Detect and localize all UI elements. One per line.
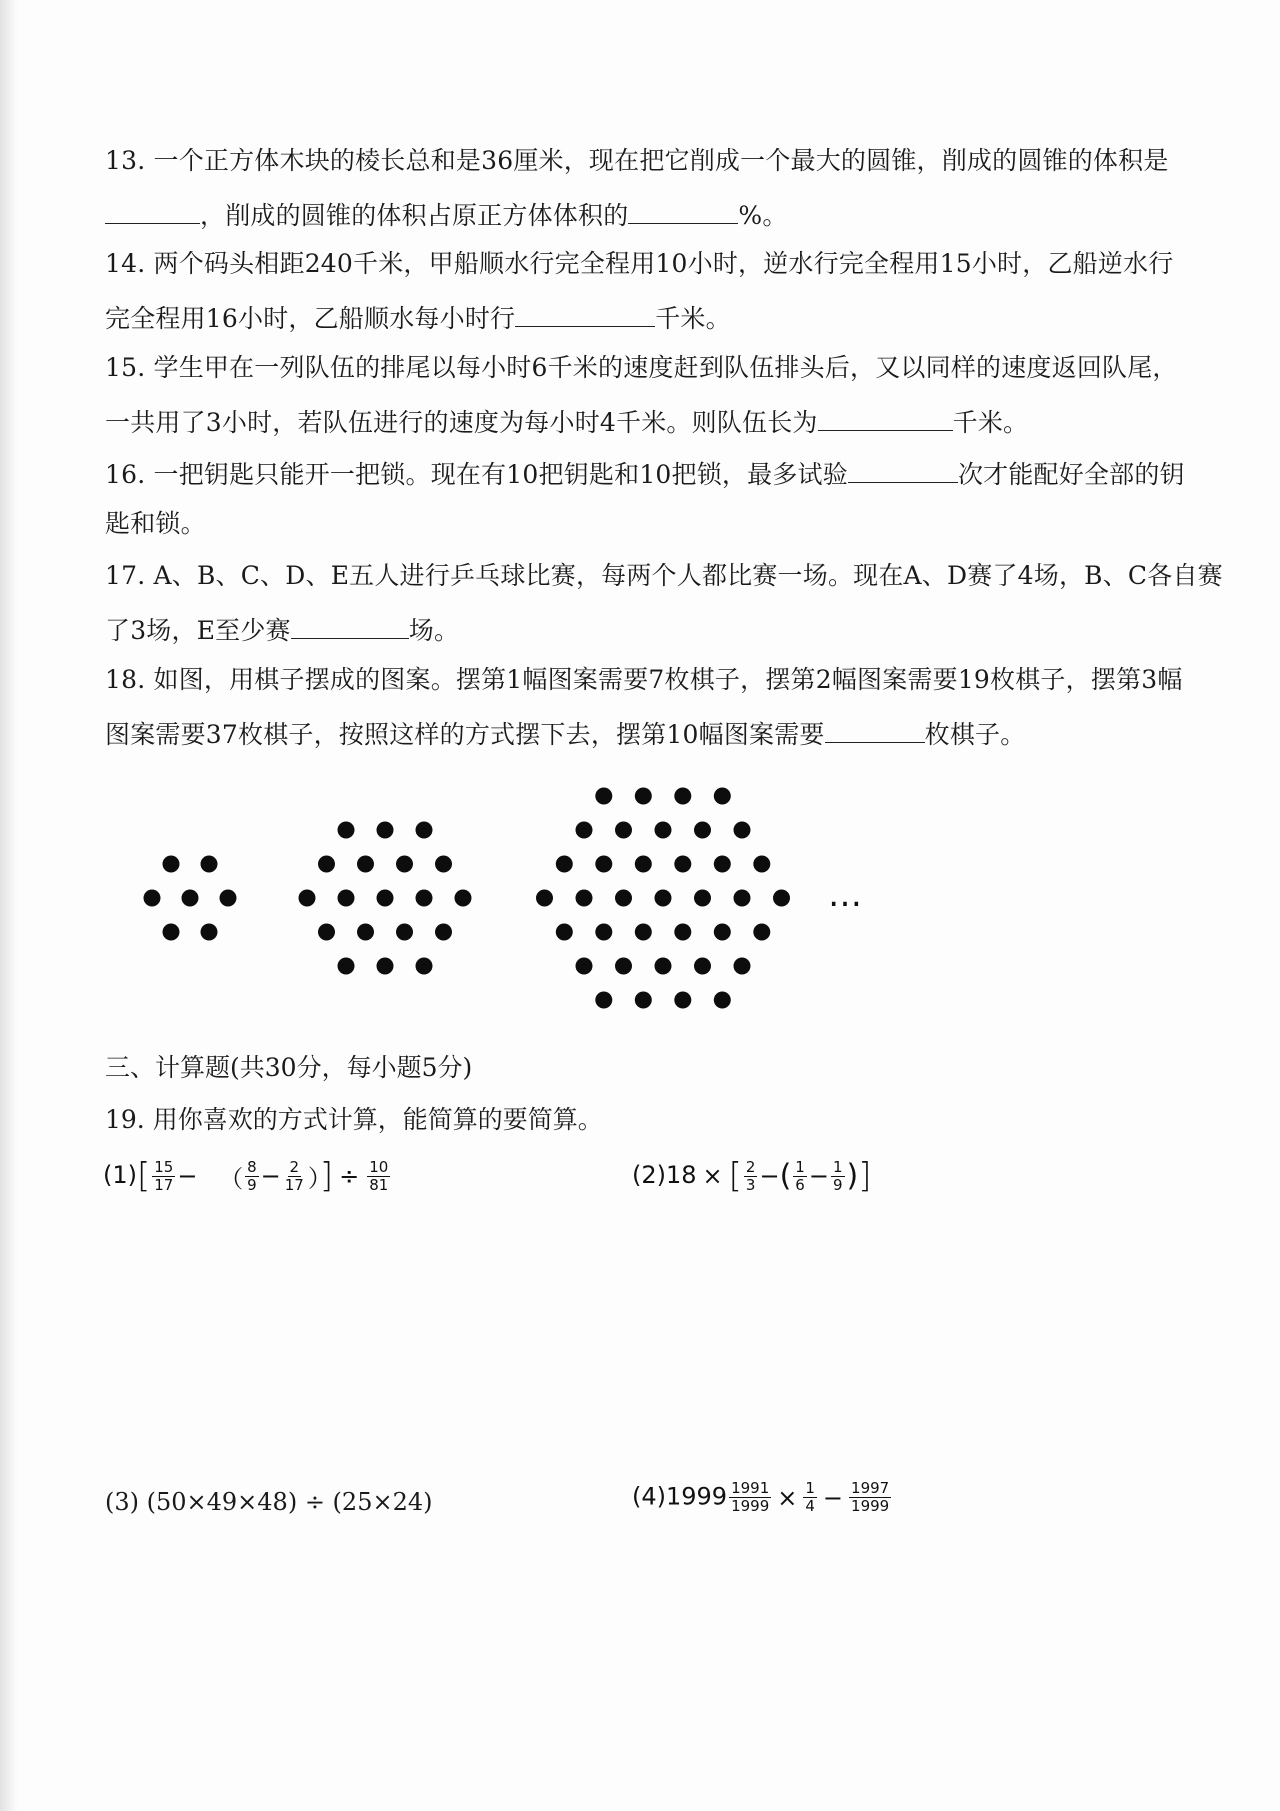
section-3-heading: 三、计算题(共30分，每小题5分)	[105, 1053, 473, 1082]
question-13-line-1: 13. 一个正方体木块的棱长总和是36厘米，现在把它削成一个最大的圆锥，削成的圆锥的体积是	[105, 146, 1169, 175]
stone-pattern-3-dot	[635, 924, 652, 941]
stone-pattern-3-dot	[714, 856, 731, 873]
stone-pattern-3-dot	[734, 958, 751, 975]
stone-pattern-3-dot	[595, 788, 612, 805]
question-13-mid: ，削成的圆锥的体积占原正方体体积的	[200, 201, 629, 230]
question-13-end: %。	[738, 201, 788, 230]
stone-pattern-3-dot	[655, 958, 672, 975]
answer-blank-13b[interactable]	[628, 197, 738, 224]
fraction-2-3: $\frac{2}{3}$	[745, 1157, 756, 1194]
stone-pattern-2-dot	[318, 924, 335, 941]
stone-pattern-3-dot	[753, 924, 770, 941]
stone-pattern-2-dot	[416, 890, 433, 907]
stone-pattern-2-dot	[318, 856, 335, 873]
stone-pattern-3-dot	[734, 822, 751, 839]
problem-4-label: (4)1999	[632, 1482, 728, 1511]
stone-pattern-3-dot	[635, 856, 652, 873]
stone-pattern-3-dot	[595, 924, 612, 941]
stone-pattern-2-dot	[455, 890, 472, 907]
answer-blank-18[interactable]	[825, 716, 925, 743]
stone-pattern-3-dot	[694, 958, 711, 975]
stone-pattern-3-dot	[635, 788, 652, 805]
answer-blank-17[interactable]	[291, 612, 409, 639]
stone-pattern-3-dot	[655, 822, 672, 839]
stone-pattern-2-dot	[299, 890, 316, 907]
problem-1-label: (1)	[103, 1161, 137, 1189]
page-edge-shadow	[0, 0, 18, 1811]
fraction-1-6: $\frac{1}{6}$	[795, 1157, 805, 1194]
stone-pattern-1-dot	[182, 890, 199, 907]
question-18-line-2	[105, 716, 1025, 751]
question-16-start: 16. 一把钥匙只能开一把锁。现在有10把钥匙和10把锁，最多试验	[105, 460, 848, 489]
stone-pattern-2-dot	[338, 822, 355, 839]
stone-pattern-3-dot	[576, 958, 593, 975]
stone-pattern-2-dot	[396, 856, 413, 873]
fraction-15-17: $\frac{15}{17}$	[154, 1157, 174, 1194]
stone-pattern-2-dot	[357, 924, 374, 941]
stone-pattern-3-dot	[714, 992, 731, 1009]
question-14-start: 完全程用16小时，乙船顺水每小时行	[105, 304, 516, 333]
question-15-line-1: 15. 学生甲在一列队伍的排尾以每小时6千米的速度赶到队伍排头后，又以同样的速度返回队尾，	[105, 353, 1178, 382]
stone-pattern-3-dot	[595, 992, 612, 1009]
question-13-line-2	[105, 197, 788, 232]
problem-3: (3) (50×49×48) ÷ (25×24)	[105, 1488, 433, 1516]
question-16-end: 次才能配好全部的钥	[957, 460, 1185, 489]
stone-pattern-1-dot	[220, 890, 237, 907]
question-14-end: 千米。	[655, 304, 731, 333]
stone-pattern-3-dot	[615, 890, 632, 907]
stone-pattern-1-dot	[163, 856, 180, 873]
fraction-1997-1999: $\frac{1997}{1999}$	[851, 1479, 890, 1515]
stone-pattern-3-dot	[655, 890, 672, 907]
stone-pattern-3-dot	[556, 924, 573, 941]
stone-pattern-3-dot	[714, 788, 731, 805]
stone-pattern-1-dot	[163, 924, 180, 941]
stone-pattern-2-dot	[377, 822, 394, 839]
stone-pattern-2-dot	[416, 822, 433, 839]
fraction-1-4: $\frac{1}{4}$	[805, 1479, 815, 1515]
stone-pattern-2-dot	[396, 924, 413, 941]
question-17-line-2	[105, 612, 459, 647]
answer-blank-14[interactable]	[515, 300, 655, 327]
stone-pattern-3-dot	[753, 856, 770, 873]
question-15-line-2	[105, 404, 1028, 439]
fraction-10-81: $\frac{10}{81}$	[369, 1157, 389, 1194]
question-17-line-1: 17. A、B、C、D、E五人进行乒乓球比赛，每两个人都比赛一场。现在A、D赛了4场，B、C各自赛	[105, 561, 1223, 590]
stone-pattern-3-dot	[556, 856, 573, 873]
question-14-line-1: 14. 两个码头相距240千米，甲船顺水行完全程用10小时，逆水行完全程用15小时，乙船逆水行	[105, 249, 1174, 278]
answer-blank-13a[interactable]	[105, 197, 200, 224]
stone-pattern-1-dot	[144, 890, 161, 907]
problem-1: (1)[ $\frac{15}{17}$ − （ $\frac{8}{9}$ − $\frac{2}{17}$ ）] ÷ $\frac{10}{81}$	[103, 1156, 389, 1196]
stone-pattern-3-dot	[734, 890, 751, 907]
stone-pattern-3-dot	[714, 924, 731, 941]
fraction-8-9: $\frac{8}{9}$	[247, 1157, 257, 1194]
question-18-line-1: 18. 如图，用棋子摆成的图案。摆第1幅图案需要7枚棋子，摆第2幅图案需要19枚棋子，摆第3幅	[105, 665, 1183, 694]
question-15-end: 千米。	[952, 408, 1029, 437]
problem-4: (4)1999 $\frac{1991}{1999}$ × $\frac{1}{4}$ − $\frac{1997}{1999}$	[632, 1479, 890, 1515]
fraction-2-17: $\frac{2}{17}$	[284, 1157, 304, 1194]
stone-pattern-3-dot	[674, 992, 691, 1009]
fraction-1991-1999: $\frac{1991}{1999}$	[731, 1479, 770, 1515]
question-17-end: 场。	[408, 616, 460, 645]
stone-pattern-3-dot	[694, 822, 711, 839]
question-15-start: 一共用了3小时，若队伍进行的速度为每小时4千米。则队伍长为	[105, 408, 818, 437]
stone-pattern-3-dot	[773, 890, 790, 907]
question-18-start: 图案需要37枚棋子，按照这样的方式摆下去，摆第10幅图案需要	[105, 720, 825, 749]
stone-pattern-1-dot	[201, 924, 218, 941]
stone-pattern-3-dot	[615, 822, 632, 839]
question-18-end: 枚棋子。	[924, 720, 1026, 749]
stone-pattern-3-dot	[674, 924, 691, 941]
stone-pattern-2-dot	[377, 890, 394, 907]
stone-pattern-3-dot	[576, 890, 593, 907]
pattern-continuation-ellipsis: …	[828, 875, 862, 915]
question-17-start: 了3场，E至少赛	[105, 616, 291, 645]
stone-pattern-3-dot	[694, 890, 711, 907]
stone-pattern-2-dot	[435, 856, 452, 873]
stone-pattern-2-dot	[377, 958, 394, 975]
fraction-1-9: $\frac{1}{9}$	[832, 1157, 843, 1194]
stone-pattern-3-dot	[576, 822, 593, 839]
answer-blank-16[interactable]	[848, 456, 958, 483]
question-14-line-2	[105, 300, 731, 335]
stone-pattern-2-dot	[416, 958, 433, 975]
stone-pattern-2-dot	[338, 958, 355, 975]
question-16-line-1	[105, 456, 1185, 491]
problem-2: (2)18 × [ $\frac{2}{3}$ −( $\frac{1}{6}$ − $\frac{1}{9}$ )]	[632, 1156, 872, 1196]
stone-pattern-2-dot	[435, 924, 452, 941]
stone-pattern-3-dot	[635, 992, 652, 1009]
stone-pattern-3-dot	[536, 890, 553, 907]
question-16-line-2: 匙和锁。	[105, 509, 206, 538]
stone-pattern-3-dot	[595, 856, 612, 873]
stone-pattern-3-dot	[674, 856, 691, 873]
stone-pattern-2-dot	[338, 890, 355, 907]
problem-2-label: (2)18	[632, 1161, 697, 1189]
stone-pattern-3-dot	[674, 788, 691, 805]
stone-pattern-3-dot	[615, 958, 632, 975]
stone-pattern-1-dot	[201, 856, 218, 873]
answer-blank-15[interactable]	[818, 404, 953, 431]
question-19: 19. 用你喜欢的方式计算，能简算的要简算。	[105, 1105, 603, 1134]
stone-pattern-2-dot	[357, 856, 374, 873]
